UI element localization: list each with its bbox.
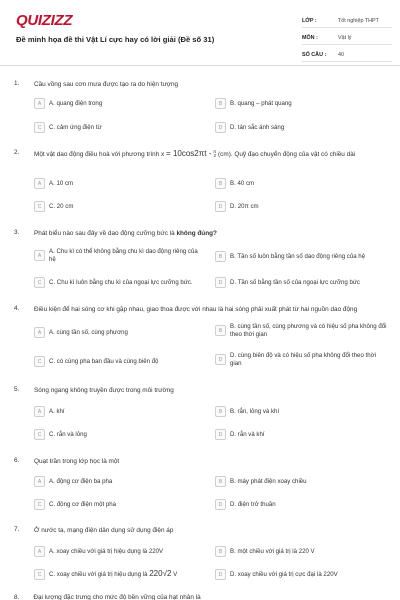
- option-text: D. 20π cm: [230, 202, 259, 210]
- option-text: C. rắn và lỏng: [49, 430, 87, 438]
- option-b[interactable]: [215, 178, 387, 189]
- worksheet-header: [0, 0, 400, 66]
- meta-label: LỚP :: [302, 17, 317, 24]
- option-letter-box: D: [215, 201, 226, 212]
- question-number: 6.: [14, 457, 20, 464]
- option-a[interactable]: [34, 406, 204, 417]
- meta-label: MÔN :: [302, 34, 318, 41]
- question-text: Đại lượng đặc trưng cho mức độ bền vững của hạt nhân là: [33, 594, 201, 600]
- option-letter-box: C: [34, 499, 45, 510]
- option-letter-box: A: [34, 327, 45, 338]
- document-title: Đề minh họa đề thi Vật Lí cực hay có lời giải (Đề số 31): [16, 35, 215, 44]
- option-letter-box: A: [34, 476, 45, 487]
- option-d[interactable]: [215, 499, 387, 510]
- option-d[interactable]: [215, 429, 387, 440]
- option-text: C. động cơ điện một pha: [49, 500, 117, 508]
- option-text: B. quang – phát quang: [230, 99, 292, 107]
- option-text: B. Tần số luôn bằng tần số dao động riêng của hệ: [230, 252, 366, 260]
- option-text: D. tán sắc ánh sáng: [230, 123, 285, 131]
- option-text: A. Chu kì có thể không bằng chu kì dao động riêng của hệ: [49, 248, 198, 263]
- question-number: 7.: [14, 526, 20, 533]
- meta-subject: [302, 31, 392, 45]
- option-c[interactable]: [34, 569, 204, 580]
- meta-question-count: [302, 48, 392, 62]
- option-text: C. có cùng pha ban đầu và cùng biên độ: [49, 357, 159, 365]
- question-number: 1.: [14, 80, 20, 87]
- option-text: D. cùng biên độ và có hiệu số pha không đổi theo thời gian: [230, 352, 376, 367]
- option-letter-box: C: [34, 201, 45, 212]
- question-number: 4.: [14, 305, 20, 312]
- option-text: A. cùng tần số, cùng phương: [49, 328, 128, 336]
- meta-box: [302, 14, 392, 65]
- option-text: A. động cơ điện ba pha: [49, 477, 113, 485]
- option-a[interactable]: [34, 178, 204, 189]
- option-letter-box: D: [215, 122, 226, 133]
- option-text: C. 20 cm: [49, 202, 74, 210]
- option-text: D. điện trở thuần: [230, 500, 276, 508]
- option-a[interactable]: [34, 98, 204, 109]
- option-letter-box: D: [215, 499, 226, 510]
- option-letter-box: C: [34, 569, 45, 580]
- question-text: Cầu vồng sau cơn mưa được tạo ra do hiện tượng: [34, 81, 179, 88]
- option-letter-box: B: [215, 98, 226, 109]
- question-text: Phát biểu nào sau đây về dao động cưỡng bức là không đúng?: [34, 230, 217, 237]
- option-letter-box: B: [215, 476, 226, 487]
- question-text: Ở nước ta, mạng điện dân dụng sử dụng điện áp: [34, 527, 174, 534]
- option-d[interactable]: [215, 201, 387, 212]
- option-a[interactable]: [34, 546, 204, 557]
- option-letter-box: B: [215, 546, 226, 557]
- option-letter-box: A: [34, 98, 45, 109]
- question-number: 8.: [14, 594, 20, 600]
- option-text: B. 40 cm: [230, 179, 255, 187]
- option-letter-box: A: [34, 250, 45, 261]
- option-text: A. 10 cm: [49, 179, 74, 187]
- meta-value: Tốt nghiệp THPT: [338, 17, 379, 24]
- question-text: Điều kiện để hai sóng cơ khi gặp nhau, giao thoa được với nhau là hai sóng phải xuất phát từ hai nguồn dao động: [34, 306, 358, 313]
- meta-value: 40: [338, 51, 344, 58]
- option-letter-box: C: [34, 122, 45, 133]
- option-letter-box: A: [34, 178, 45, 189]
- option-text: C. xoay chiều với giá trị hiệu dụng là 220√2 V: [49, 569, 178, 579]
- option-b[interactable]: [215, 251, 387, 262]
- option-letter-box: A: [34, 406, 45, 417]
- question-text: Sóng ngang không truyền được trong môi trường: [34, 387, 174, 394]
- option-c[interactable]: [34, 122, 204, 133]
- option-c[interactable]: [34, 356, 204, 367]
- quizizz-logo: QUIZIZZ: [16, 12, 73, 29]
- option-letter-box: C: [34, 277, 45, 288]
- option-a[interactable]: [34, 476, 204, 487]
- option-b[interactable]: [215, 98, 387, 109]
- option-c[interactable]: [34, 277, 204, 288]
- option-c[interactable]: [34, 429, 204, 440]
- option-text: A. khí: [49, 407, 65, 415]
- option-text: B. một chiều với giá trị là 220 V: [230, 547, 315, 555]
- option-text: C. cảm ứng điện từ: [49, 123, 102, 131]
- option-c[interactable]: [34, 499, 204, 510]
- option-letter-box: D: [215, 429, 226, 440]
- option-d[interactable]: [215, 122, 387, 133]
- option-letter-box: C: [34, 356, 45, 367]
- meta-label: SỐ CÂU :: [302, 51, 327, 58]
- question-number: 3.: [14, 229, 20, 236]
- option-letter-box: D: [215, 569, 226, 580]
- option-b[interactable]: [215, 476, 387, 487]
- option-text: B. rắn, lỏng và khí: [230, 407, 280, 415]
- question-text: Một vật dao động điều hoà với phương trình x = 10cos2πt - π 2 (cm). Quỹ đạo chuyển động của vật có chiều dài: [34, 149, 356, 159]
- option-text: B. máy phát điện xoay chiều: [230, 477, 307, 485]
- meta-value: Vật lý: [338, 34, 352, 41]
- option-b[interactable]: [215, 406, 387, 417]
- option-letter-box: D: [215, 354, 226, 365]
- option-text: A. quang điện trong: [49, 99, 103, 107]
- question-number: 2.: [14, 149, 20, 156]
- option-c[interactable]: [34, 201, 204, 212]
- meta-class: [302, 14, 392, 28]
- option-text: C. Chu kì luôn bằng chu kì của ngoại lực cưỡng bức.: [49, 278, 193, 286]
- option-letter-box: B: [215, 178, 226, 189]
- option-d[interactable]: [215, 352, 387, 367]
- question-number: 5.: [14, 386, 20, 393]
- option-d[interactable]: [215, 277, 387, 288]
- option-text: D. rắn và khí: [230, 430, 265, 438]
- question-text: Quạt trần trong lớp học là một: [34, 458, 120, 465]
- option-text: D. xoay chiều với giá trị cực đại là 220V: [230, 570, 338, 578]
- option-a[interactable]: [34, 248, 204, 263]
- option-b[interactable]: [215, 323, 387, 338]
- question-8-partial: [14, 594, 201, 600]
- option-a[interactable]: [34, 327, 204, 338]
- option-letter-box: B: [215, 406, 226, 417]
- option-letter-box: B: [215, 251, 226, 262]
- option-text: A. xoay chiều với giá trị hiệu dụng là 220V: [49, 547, 164, 555]
- option-text: D. Tần số bằng tần số của ngoại lực cưỡng bức: [230, 278, 360, 286]
- option-b[interactable]: [215, 546, 387, 557]
- option-letter-box: D: [215, 277, 226, 288]
- option-text: B. cùng tần số, cùng phương và có hiệu số pha không đổi theo thời gian: [230, 323, 387, 338]
- option-letter-box: C: [34, 429, 45, 440]
- option-letter-box: A: [34, 546, 45, 557]
- option-d[interactable]: [215, 569, 387, 580]
- option-letter-box: B: [215, 325, 226, 336]
